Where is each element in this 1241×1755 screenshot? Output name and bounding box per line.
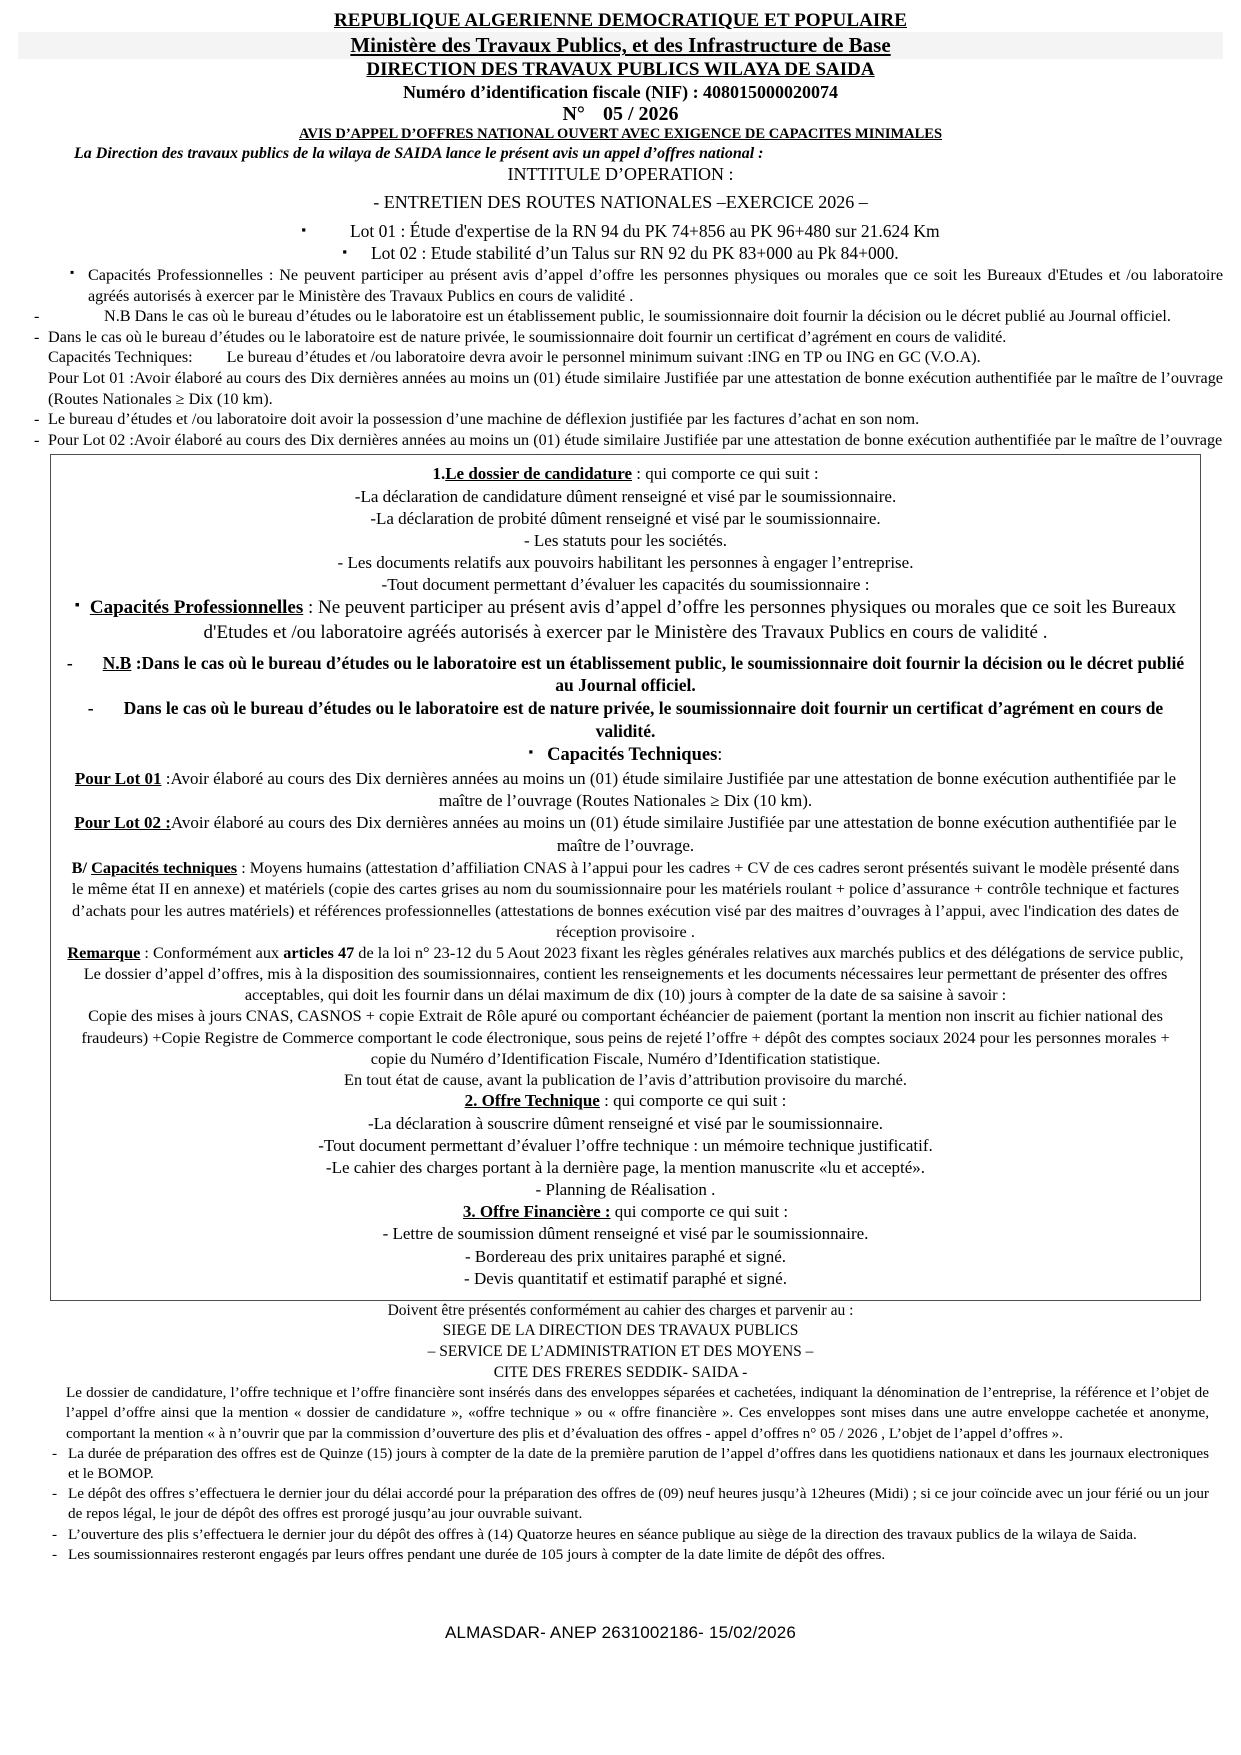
prebox-lot02: Pour Lot 02 :Avoir élaboré au cours des Dix dernières années au moins un (01) étude similaire Justifiée par une attestation de bonne exécution authentifiée par le maître de l’ouvrage [48,430,1223,449]
box-prive-block [65,697,1186,743]
square-bullet-icon: ▪ [70,265,75,280]
box-bcap-prefix: B/ [71,858,92,878]
box-section-3-after: qui comporte ce qui suit : [610,1201,789,1221]
header-ministry-text: Ministère des Travaux Publics, et des Infrastructure de Base [350,33,891,58]
operation-label: INTTITULE D’OPERATION : [507,163,734,184]
address-intro: Doivent être présentés conformément au cahier des charges et parvenir au : [387,1301,854,1319]
box-remarque-p1: : Conformément aux [140,942,284,962]
prebox-capacites-tech-label: Capacités Techniques: [48,348,193,367]
box-s1-item: -La déclaration de probité dûment renseigné et visé par le soumissionnaire. [370,508,881,528]
header-direction: DIRECTION DES TRAVAUX PUBLICS WILAYA DE SAIDA [366,59,875,81]
box-section-1-heading [65,463,1186,485]
box-s1-item: -La déclaration de candidature dûment renseigné et visé par le soumissionnaire. [354,486,897,506]
closing-bullet-ouverture: L’ouverture des plis s’effectuera le dernier jour du dépôt des offres à (14) Quatorze heures en séance publique au siège de la direction des travaux publics de la wilaya de Saida. [68,1525,1137,1543]
box-capacites-pro-label: Capacités Professionnelles [89,597,304,619]
prebox-nb [48,306,1223,327]
closing-bullet-row [18,1525,1223,1545]
prebox-capacites-pro-row [18,265,1223,306]
prebox-deflexion-row [18,409,1223,430]
box-lot01-body: :Avoir élaboré au cours des Dix dernières années au moins un (01) étude similaire Justifiée par une attestation de bonne exécution authentifiée par le maître de l’ouvrage (Routes Nationales ≥ Dix (10 km). [161,768,1177,810]
prebox-nb-text: N.B Dans le cas où le bureau d’études ou le laboratoire est un établissement public, le soumissionnaire doit fournir la décision ou le décret publié au Journal officiel. [104,307,1171,326]
prebox-capacites-tech-body: Le bureau d’études et /ou laboratoire devra avoir le personnel minimum suivant :ING en TP ou ING en GC (V.O.A). [226,348,981,367]
box-capacites-pro-block [65,596,1186,645]
closing-bullet-row [18,1444,1223,1484]
box-capacites-tech-title: Capacités Techniques [547,744,718,765]
closing-bullet-depot: Le dépôt des offres s’effectuera le dernier jour du délai accordé pour la préparation des offres de (09) neuf heures jusqu’à 12heures (Midi) ; si ce jour coïncide avec un jour férié ou un jour de repos légal, le jour de dépôt des offres est prorogé jusqu’au jour ouvrable suivant. [68,1485,1209,1523]
box-lot02-label: Pour Lot 02 : [74,813,171,833]
header-number-value: 05 / 2026 [602,102,679,125]
box-nb-body: :Dans le cas où le bureau d’études ou le laboratoire est un établissement public, le soumissionnaire doit fournir la décision ou le décret publié au Journal officiel. [131,652,1185,696]
dash-bullet-icon: - [34,430,40,449]
header-number-label: N° [562,102,585,125]
box-section-1-after: : qui comporte ce qui suit : [632,464,819,484]
closing-bullet-duree: La durée de préparation des offres est de Quinze (15) jours à compter de la date de la première parution de l’appel d’offres dans les quotidiens nationaux et dans les journaux electroniques et le BOMOP. [68,1444,1209,1482]
box-lot02-body: Avoir élaboré au cours des Dix dernières années au moins un (01) étude similaire Justifiée par une attestation de bonne exécution authentifiée par le maître de l’ouvrage. [170,813,1177,855]
box-s1-item: - Les documents relatifs aux pouvoirs habilitant les personnes à engager l’entreprise. [337,552,914,572]
dash-bullet-icon: - [52,1545,58,1563]
box-remarque [65,942,1186,1006]
address-siege: SIEGE DE LA DIRECTION DES TRAVAUX PUBLICS [442,1322,799,1340]
box-s2-item: -Le cahier des charges portant à la dernière page, la mention manuscrite «lu et accepté». [325,1157,926,1177]
box-section-1-title: Le dossier de candidature [445,464,633,484]
box-s3-item: - Bordereau des prix unitaires paraphé et signé. [465,1246,786,1266]
prebox-deflexion: Le bureau d’études et /ou laboratoire doit avoir la possession d’une machine de déflexion justifiée par les factures d’achat en son nom. [48,410,920,429]
box-bcap-label: Capacités techniques [91,858,238,878]
box-b-capacites-techniques [65,857,1186,942]
box-section-2-after: : qui comporte ce qui suit : [599,1091,787,1111]
box-entoutetat: En tout état de cause, avant la publication de l’avis d’attribution provisoire du marché. [344,1069,907,1089]
box-remarque-label: Remarque [67,942,141,962]
square-bullet-icon: ▪ [74,598,80,614]
box-lot02 [65,812,1186,857]
box-remarque-p2: de la loi n° 23-12 du 5 Aout 2023 fixant les règles générales relatives aux marchés publics et des délégations de service public, Le dossier d’appel d’offres, mis à la disposition des soumissionnaires, contient les renseignements et les documents nécessaires leur permettant de présenter des offres acceptables, qui doit les fournir dans un délai maximum de dix (10) jours à compter de la date de sa saisine à savoir : [83,942,1184,1005]
box-s3-item: - Lettre de soumission dûment renseigné et visé par le soumissionnaire. [382,1224,869,1244]
closing-bullet-row [18,1545,1223,1565]
box-capacites-tech-colon: : [717,744,723,765]
box-s1-item: - Les statuts pour les sociétés. [523,530,727,550]
box-remarque-articles: articles 47 [283,942,355,962]
lot-02-line [18,242,1223,265]
closing-bullet-row [18,1484,1223,1524]
header-number [18,103,1223,127]
box-s2-item: -Tout document permettant d’évaluer l’offre technique : un mémoire technique justificatif. [318,1135,933,1155]
header-avis-title: AVIS D’APPEL D’OFFRES NATIONAL OUVERT AVEC EXIGENCE DE CAPACITES MINIMALES [298,126,943,143]
prebox-lot01: Pour Lot 01 :Avoir élaboré au cours des Dix dernières années au moins un (01) étude similaire Justifiée par une attestation de bonne exécution authentifiée par le maître de l’ouvrage (Routes Nationales ≥ Dix (10 km). [48,369,1223,408]
box-s2-item: - Planning de Réalisation . [535,1179,716,1199]
operation-value: - ENTRETIEN DES ROUTES NATIONALES –EXERCICE 2026 – [373,192,868,213]
box-capacites-tech-heading [65,743,1186,768]
dash-bullet-icon: - [52,1485,58,1503]
box-section-2-number: 2. [464,1091,482,1111]
footer-anep: ALMASDAR- ANEP 2631002186- 15/02/2026 [444,1623,797,1643]
dash-bullet-icon: - [87,698,94,719]
box-s3-item: - Devis quantitatif et estimatif paraphé et signé. [464,1268,787,1288]
box-s2-item: -La déclaration à souscrire dûment renseigné et visé par le soumissionnaire. [367,1113,883,1133]
dash-bullet-icon: - [52,1525,58,1543]
box-prive-body: Dans le cas où le bureau d’études ou le laboratoire est de nature privée, le soumissionnaire doit fournir un certificat d’agrément en cours de validité. [123,698,1164,741]
dash-bullet-icon: - [34,327,40,346]
box-copies: Copie des mises à jours CNAS, CASNOS + copie Extrait de Rôle apuré ou comportant échéancier de paiement (portant la mention non inscrit au fichier national des fraudeurs) +Copie Registre de Commerce comportant le code électronique, sous peins de rejeté l’offre + dépôt des comptes sociaux 2024 pour les personnes morales + copie du Numéro d’Identification Fiscale, Numéro d’Identification statistique. [81,1006,1170,1068]
closing-bullet-engagement: Les soumissionnaires resteront engagés par leurs offres pendant une durée de 105 jours à compter de la date limite de dépôt des offres. [68,1545,886,1563]
box-section-3-heading [65,1201,1186,1223]
box-capacites-pro-body: : Ne peuvent participer au présent avis d’appel d’offre les personnes physiques ou morales que ce soit les Bureaux d'Etudes et /ou laboratoire agréés autorisés à exercer par le Ministère des Travaux Publics en cours de validité . [203,597,1177,643]
dash-bullet-icon: - [66,652,73,673]
box-section-2-title: Offre Technique [481,1091,600,1111]
lot-01-text: Lot 01 : Étude d'expertise de la RN 94 du PK 74+856 au PK 96+480 sur 21.624 Km [349,220,940,241]
dash-bullet-icon: - [34,307,40,326]
header-nif: Numéro d’identification fiscale (NIF) : 408015000020074 [402,81,839,102]
prebox-capacites-pro: Capacités Professionnelles : Ne peuvent participer au présent avis d’appel d’offre les personnes physiques ou morales que ce soit les Bureaux d'Etudes et /ou laboratoire agréés autorisés à exercer par le Ministère des Travaux Publics en cours de validité . [88,266,1223,305]
lot-01-line [18,220,1223,243]
requirements-box [50,454,1201,1300]
box-bcap-body: : Moyens humains (attestation d’affiliation CNAS à l’appui pour les cadres + CV de ces cadres seront présentés suivant le modèle présenté dans le même état II en annexe) et matériels (copie des cartes grises au nom du soumissionnaire pour les matériels roulant + police d’assurance + contrôle technique et factures d’achats pour les autres matériels) et références professionnelles (attestations de bonnes exécution visé par des maitres d’ouvrages à l’appui, avec l'indication des dates de réception provisoire . [71,858,1180,941]
square-bullet-icon: ▪ [528,743,534,759]
dash-bullet-icon: - [52,1444,58,1462]
prebox-lot02-row [18,430,1223,451]
dash-bullet-icon: - [34,410,40,429]
box-section-1-number: 1. [432,464,446,484]
prebox-nb-row [18,306,1223,327]
header-ministry [18,32,1223,59]
box-section-2-heading [65,1090,1186,1112]
box-section-3-number: 3. [462,1201,480,1221]
box-nb-block [65,652,1186,698]
lot-02-text: Lot 02 : Etude stabilité d’un Talus sur RN 92 du PK 83+000 au Pk 84+000. [370,243,899,264]
box-s1-item: -Tout document permettant d’évaluer les capacités du soumissionnaire : [381,575,870,595]
address-cite: CITE DES FRERES SEDDIK- SAIDA - [493,1363,748,1381]
closing-envelopes: Le dossier de candidature, l’offre technique et l’offre financière sont insérés dans des enveloppes séparées et cachetées, indiquant la dénomination de l’entreprise, la référence et l’objet de l’appel d’offre ainsi que la mention « dossier de candidature », «offre technique » ou « offre financière ». Ces enveloppes sont mises dans une autre enveloppe cachetée et anonyme, comportant la mention « à n’ouvrir que par la commission d’ouverture des plis et d’évaluation des offres - appel d’offres n° 05 / 2026 , L’objet de l’appel d’offres ». [66,1384,1209,1442]
prebox-capacites-tech [18,347,1223,368]
box-section-3-title: Offre Financière : [479,1201,611,1221]
prebox-prive: Dans le cas où le bureau d’études ou le laboratoire est de nature privée, le soumissionnaire doit fournir un certificat d’agrément en cours de validité. [48,327,1007,346]
prebox-prive-row [18,327,1223,348]
box-nb-label: N.B [102,652,132,673]
header-republic: REPUBLIQUE ALGERIENNE DEMOCRATIQUE ET POPULAIRE [333,10,908,31]
box-lot01 [65,768,1186,813]
address-service: – SERVICE DE L’ADMINISTRATION ET DES MOYENS – [427,1342,814,1360]
box-lot01-label: Pour Lot 01 [74,768,162,788]
intro-sentence: La Direction des travaux publics de la wilaya de SAIDA lance le présent avis un appel d’offres national : [74,144,764,162]
